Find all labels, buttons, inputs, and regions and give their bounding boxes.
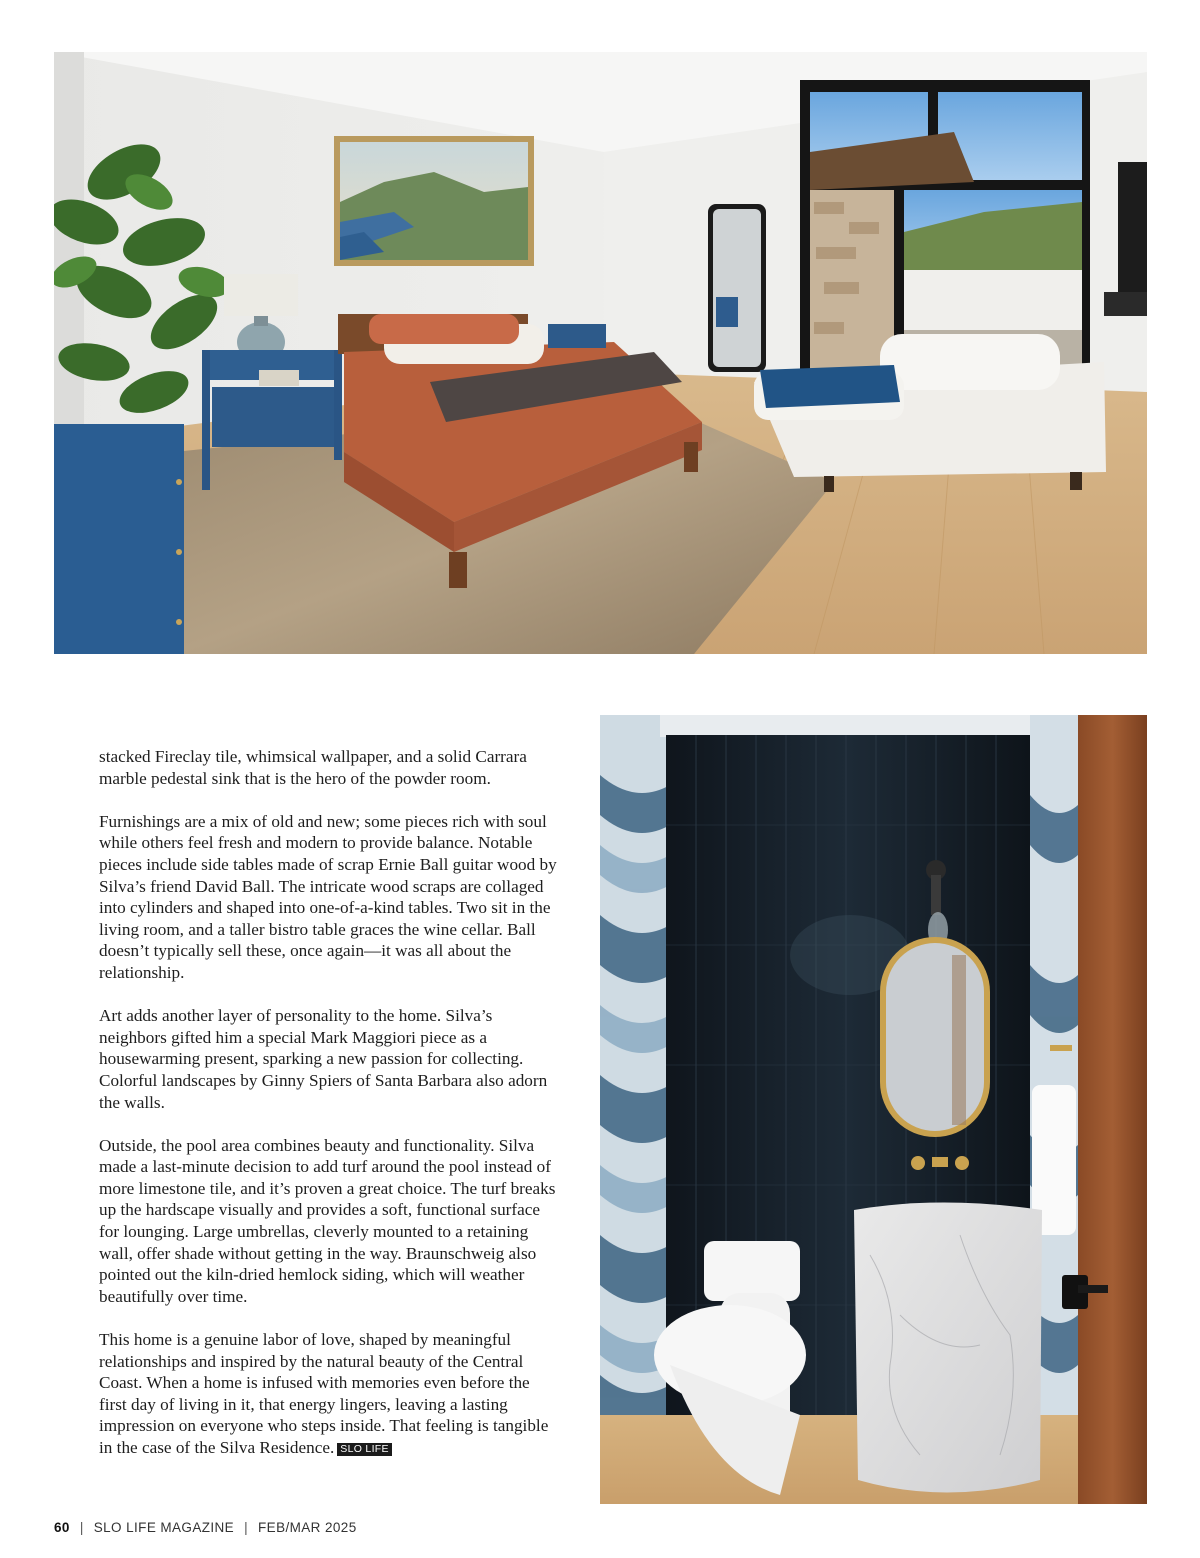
bedroom-illustration (54, 52, 1147, 654)
article-paragraph-5 (99, 1329, 559, 1459)
end-mark-logo: SLO LIFE (337, 1443, 392, 1456)
article-body (99, 746, 559, 1459)
publication-name: SLO LIFE MAGAZINE (93, 1520, 235, 1535)
issue-date: FEB/MAR 2025 (258, 1520, 357, 1535)
article-paragraph-4: Outside, the pool area combines beauty and functionality. Silva made a last-minute decision to add turf around the pool instead of more limestone tile, and it’s proven a great choice. The turf breaks up the hardscape visually and provides a soft, functional surface for lounging. Large umbrellas, cleverly mounted to a retaining wall, offer shade without getting in the way. Braunschweig also pointed out the kiln-dried hemlock siding, which will weather beautifully over time. (99, 1135, 556, 1306)
bedroom-photo (54, 52, 1147, 654)
powder-room-photo (600, 715, 1147, 1504)
footer-separator-2: | (244, 1520, 249, 1535)
article-paragraph-5-text: This home is a genuine labor of love, shaped by meaningful relationships and inspired by the natural beauty of the Central Coast. When a home is infused with memories even before the first day of living in it, that energy lingers, leaving a lasting impression on everyone who steps inside. That feeling is tangible in the case of the Silva Residence. (99, 1330, 549, 1457)
article-paragraph-2: Furnishings are a mix of old and new; some pieces rich with soul while others feel fresh and modern to provide balance. Notable pieces include side tables made of scrap Ernie Ball guitar wood by Silva’s friend David Ball. The intricate wood scraps are collaged into cylinders and shaped into one-of-a-kind tables. Two sit in the living room, and a taller bistro table graces the wine cellar. Ball doesn’t typically sell these, once again—it was all about the relationship. (99, 811, 557, 982)
page-number: 60 (54, 1520, 70, 1535)
powder-room-illustration (600, 715, 1147, 1504)
page-footer (54, 1520, 357, 1535)
article-paragraph-1: stacked Fireclay tile, whimsical wallpaper, and a solid Carrara marble pedestal sink that is the hero of the powder room. (99, 747, 527, 788)
footer-separator-1: | (79, 1520, 84, 1535)
article-paragraph-3: Art adds another layer of personality to the home. Silva’s neighbors gifted him a special Mark Maggiori piece as a housewarming present, sparking a new passion for collecting. Colorful landscapes by Ginny Spiers of Santa Barbara also adorn the walls. (99, 1006, 548, 1112)
